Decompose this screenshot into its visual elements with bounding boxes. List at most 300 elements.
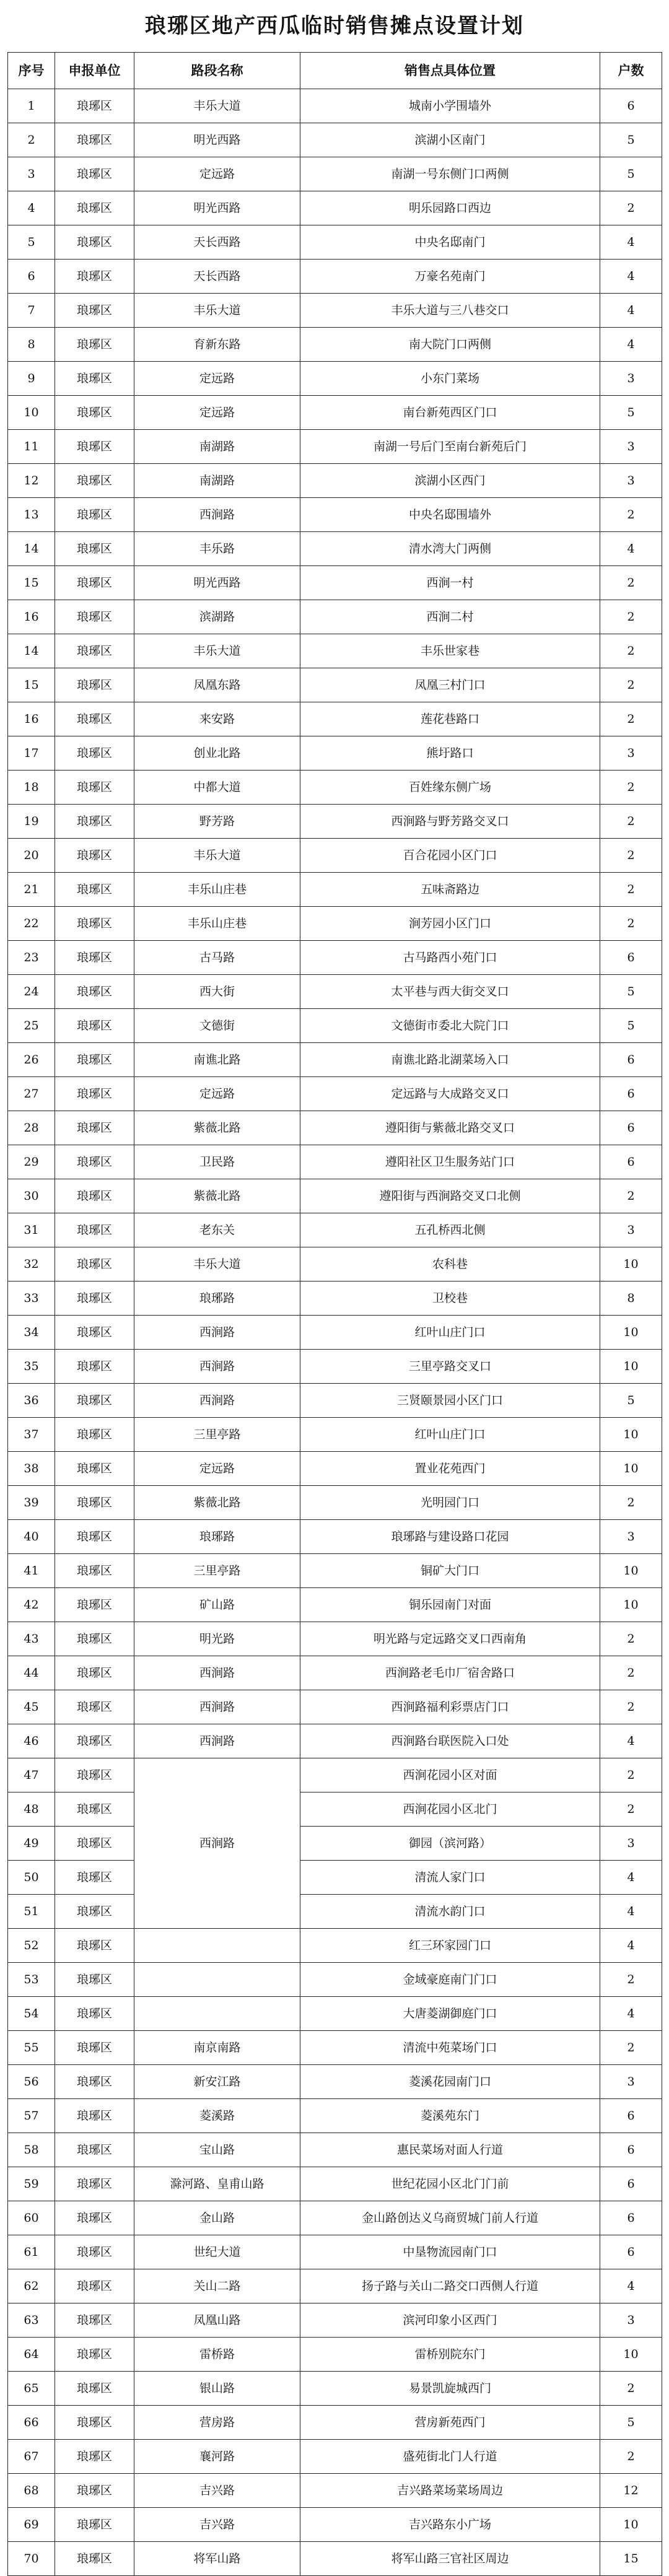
table-row — [8, 1656, 662, 1690]
cell-road: 育新东路 — [134, 328, 300, 362]
cell-unit: 琅琊区 — [55, 873, 134, 907]
cell-unit: 琅琊区 — [55, 736, 134, 771]
table-row — [8, 1554, 662, 1588]
cell-count: 2 — [600, 1486, 662, 1520]
table-row — [8, 1690, 662, 1724]
cell-count: 15 — [600, 2542, 662, 2576]
cell-index: 5 — [8, 225, 55, 260]
table-row — [8, 1724, 662, 1758]
cell-count: 2 — [600, 1963, 662, 1997]
cell-unit: 琅琊区 — [55, 396, 134, 430]
cell-location: 红三环家园门口 — [300, 1929, 600, 1963]
cell-location: 惠民菜场对面人行道 — [300, 2133, 600, 2167]
cell-count: 10 — [600, 2338, 662, 2372]
cell-location: 世纪花园小区北门门前 — [300, 2167, 600, 2201]
cell-index: 44 — [8, 1656, 55, 1690]
cell-location: 滨河印象小区西门 — [300, 2303, 600, 2338]
cell-location: 营房新苑西门 — [300, 2406, 600, 2440]
table-row — [8, 2235, 662, 2269]
table-row — [8, 464, 662, 498]
cell-index: 25 — [8, 1009, 55, 1043]
cell-location: 百姓缘东侧广场 — [300, 771, 600, 805]
cell-location: 文德街市委北大院门口 — [300, 1009, 600, 1043]
cell-unit: 琅琊区 — [55, 89, 134, 123]
cell-unit: 琅琊区 — [55, 2440, 134, 2474]
cell-location: 西涧花园小区北门 — [300, 1792, 600, 1827]
cell-location: 明光路与定远路交叉口西南角 — [300, 1622, 600, 1656]
cell-count: 10 — [600, 1452, 662, 1486]
cell-index: 4 — [8, 191, 55, 225]
cell-count: 3 — [600, 1213, 662, 1247]
cell-unit: 琅琊区 — [55, 1690, 134, 1724]
cell-index: 31 — [8, 1213, 55, 1247]
cell-index: 63 — [8, 2303, 55, 2338]
cell-count: 2 — [600, 2031, 662, 2065]
cell-index: 55 — [8, 2031, 55, 2065]
cell-count: 6 — [600, 2167, 662, 2201]
cell-index: 10 — [8, 396, 55, 430]
cell-count: 4 — [600, 1997, 662, 2031]
cell-road: 丰乐大道 — [134, 89, 300, 123]
header-count: 户数 — [600, 53, 662, 89]
table-row — [8, 328, 662, 362]
cell-location: 卫校巷 — [300, 1281, 600, 1316]
cell-unit: 琅琊区 — [55, 907, 134, 941]
cell-location: 吉兴路菜场菜场周边 — [300, 2474, 600, 2508]
cell-index: 2 — [8, 123, 55, 157]
table-row — [8, 2474, 662, 2508]
cell-unit: 琅琊区 — [55, 2167, 134, 2201]
stall-plan-table — [7, 52, 662, 2576]
table-row — [8, 1861, 662, 1895]
cell-road: 丰乐山庄巷 — [134, 907, 300, 941]
cell-road: 野芳路 — [134, 805, 300, 839]
cell-unit: 琅琊区 — [55, 2372, 134, 2406]
cell-index: 30 — [8, 1179, 55, 1213]
table-row — [8, 1077, 662, 1111]
cell-road: 定远路 — [134, 362, 300, 396]
cell-road: 紫薇北路 — [134, 1486, 300, 1520]
cell-location: 盛苑街北门人行道 — [300, 2440, 600, 2474]
cell-unit: 琅琊区 — [55, 1861, 134, 1895]
cell-unit: 琅琊区 — [55, 600, 134, 634]
cell-index: 15 — [8, 668, 55, 702]
cell-count: 2 — [600, 1179, 662, 1213]
cell-road: 卫民路 — [134, 1145, 300, 1179]
cell-count: 2 — [600, 873, 662, 907]
cell-location: 涧芳园小区门口 — [300, 907, 600, 941]
cell-location: 雷桥别院东门 — [300, 2338, 600, 2372]
cell-count: 6 — [600, 1077, 662, 1111]
cell-road: 文德街 — [134, 1009, 300, 1043]
cell-road: 世纪大道 — [134, 2235, 300, 2269]
cell-count: 2 — [600, 1622, 662, 1656]
cell-unit: 琅琊区 — [55, 1588, 134, 1622]
cell-road: 西涧路 — [134, 1690, 300, 1724]
table-row — [8, 430, 662, 464]
cell-unit: 琅琊区 — [55, 1792, 134, 1827]
cell-count: 4 — [600, 1929, 662, 1963]
cell-road: 古马路 — [134, 941, 300, 975]
cell-index: 41 — [8, 1554, 55, 1588]
cell-count: 8 — [600, 1281, 662, 1316]
cell-count: 3 — [600, 362, 662, 396]
cell-unit: 琅琊区 — [55, 1929, 134, 1963]
cell-location: 农科巷 — [300, 1247, 600, 1281]
table-row — [8, 975, 662, 1009]
table-row — [8, 2303, 662, 2338]
table-row — [8, 532, 662, 566]
cell-unit: 琅琊区 — [55, 2338, 134, 2372]
cell-index: 38 — [8, 1452, 55, 1486]
table-row — [8, 294, 662, 328]
cell-index: 58 — [8, 2133, 55, 2167]
cell-index: 39 — [8, 1486, 55, 1520]
cell-count: 10 — [600, 2508, 662, 2542]
cell-count: 6 — [600, 1145, 662, 1179]
cell-index: 33 — [8, 1281, 55, 1316]
table-row — [8, 2406, 662, 2440]
cell-location: 南大院门口两侧 — [300, 328, 600, 362]
cell-unit: 琅琊区 — [55, 2031, 134, 2065]
cell-unit: 琅琊区 — [55, 1213, 134, 1247]
cell-unit: 琅琊区 — [55, 362, 134, 396]
cell-index: 45 — [8, 1690, 55, 1724]
cell-location: 中垦物流园南门口 — [300, 2235, 600, 2269]
cell-unit: 琅琊区 — [55, 2133, 134, 2167]
table-row — [8, 566, 662, 600]
cell-location: 三贤颐景园小区门口 — [300, 1384, 600, 1418]
cell-location: 西涧路福利彩票店门口 — [300, 1690, 600, 1724]
cell-road: 西大街 — [134, 975, 300, 1009]
cell-index: 19 — [8, 805, 55, 839]
cell-location: 琅琊路与建设路口花园 — [300, 1520, 600, 1554]
cell-unit: 琅琊区 — [55, 294, 134, 328]
cell-index: 16 — [8, 600, 55, 634]
cell-index: 46 — [8, 1724, 55, 1758]
cell-road: 银山路 — [134, 2372, 300, 2406]
cell-road: 明光西路 — [134, 123, 300, 157]
cell-index: 17 — [8, 736, 55, 771]
cell-road: 西涧路 — [134, 1758, 300, 1929]
cell-location: 遵阳街与紫薇北路交叉口 — [300, 1111, 600, 1145]
cell-location: 中央名邸南门 — [300, 225, 600, 260]
cell-index: 29 — [8, 1145, 55, 1179]
table-row — [8, 191, 662, 225]
cell-index: 7 — [8, 294, 55, 328]
cell-road: 天长西路 — [134, 260, 300, 294]
cell-location: 西涧一村 — [300, 566, 600, 600]
table-row — [8, 805, 662, 839]
table-row — [8, 1384, 662, 1418]
cell-road: 丰乐大道 — [134, 839, 300, 873]
cell-road: 吉兴路 — [134, 2508, 300, 2542]
cell-unit: 琅琊区 — [55, 464, 134, 498]
cell-count: 2 — [600, 498, 662, 532]
cell-index: 37 — [8, 1418, 55, 1452]
cell-unit: 琅琊区 — [55, 2065, 134, 2099]
cell-location: 五味斋路边 — [300, 873, 600, 907]
cell-location: 将军山路三官社区周边 — [300, 2542, 600, 2576]
cell-road: 三里亭路 — [134, 1554, 300, 1588]
cell-unit: 琅琊区 — [55, 1520, 134, 1554]
cell-count: 2 — [600, 191, 662, 225]
cell-location: 滨湖小区西门 — [300, 464, 600, 498]
cell-location: 金山路创达义乌商贸城门前人行道 — [300, 2201, 600, 2235]
cell-road: 三里亭路 — [134, 1418, 300, 1452]
cell-index: 59 — [8, 2167, 55, 2201]
cell-road: 南谯北路 — [134, 1043, 300, 1077]
table-row — [8, 1486, 662, 1520]
table-row — [8, 1622, 662, 1656]
cell-index: 12 — [8, 464, 55, 498]
cell-count: 10 — [600, 1418, 662, 1452]
cell-count: 10 — [600, 1247, 662, 1281]
cell-index: 21 — [8, 873, 55, 907]
cell-unit: 琅琊区 — [55, 668, 134, 702]
cell-count: 5 — [600, 2406, 662, 2440]
cell-count: 2 — [600, 702, 662, 736]
cell-count: 2 — [600, 2440, 662, 2474]
cell-road: 丰乐大道 — [134, 634, 300, 668]
cell-road: 南湖路 — [134, 430, 300, 464]
cell-unit: 琅琊区 — [55, 498, 134, 532]
cell-index: 35 — [8, 1350, 55, 1384]
cell-location: 清水湾大门两侧 — [300, 532, 600, 566]
cell-road: 明光西路 — [134, 191, 300, 225]
table-row — [8, 1418, 662, 1452]
cell-index: 69 — [8, 2508, 55, 2542]
cell-location: 清流水韵门口 — [300, 1895, 600, 1929]
cell-index: 23 — [8, 941, 55, 975]
cell-count: 3 — [600, 1827, 662, 1861]
cell-count: 2 — [600, 1656, 662, 1690]
cell-unit: 琅琊区 — [55, 430, 134, 464]
cell-road: 定远路 — [134, 1452, 300, 1486]
cell-unit: 琅琊区 — [55, 634, 134, 668]
cell-index: 48 — [8, 1792, 55, 1827]
table-row — [8, 1213, 662, 1247]
cell-index: 36 — [8, 1384, 55, 1418]
table-row — [8, 600, 662, 634]
cell-road: 明光西路 — [134, 566, 300, 600]
cell-count: 6 — [600, 2099, 662, 2133]
cell-count: 6 — [600, 941, 662, 975]
cell-road: 定远路 — [134, 396, 300, 430]
cell-count: 5 — [600, 157, 662, 191]
cell-unit: 琅琊区 — [55, 2542, 134, 2576]
cell-count: 5 — [600, 1009, 662, 1043]
table-row — [8, 1792, 662, 1827]
cell-road: 西涧路 — [134, 1384, 300, 1418]
table-row — [8, 362, 662, 396]
table-row — [8, 907, 662, 941]
cell-unit: 琅琊区 — [55, 2235, 134, 2269]
cell-road — [134, 1929, 300, 1963]
cell-road: 丰乐大道 — [134, 294, 300, 328]
cell-road: 紫薇北路 — [134, 1179, 300, 1213]
table-row — [8, 123, 662, 157]
cell-road: 中都大道 — [134, 771, 300, 805]
header-location: 销售点具体位置 — [300, 53, 600, 89]
cell-road: 丰乐大道 — [134, 1247, 300, 1281]
cell-unit: 琅琊区 — [55, 1247, 134, 1281]
table-row — [8, 1895, 662, 1929]
cell-unit: 琅琊区 — [55, 1622, 134, 1656]
cell-road — [134, 1963, 300, 1997]
cell-count: 4 — [600, 1895, 662, 1929]
cell-road: 将军山路 — [134, 2542, 300, 2576]
table-header-row — [8, 53, 662, 89]
table-row — [8, 771, 662, 805]
cell-location: 莲花巷路口 — [300, 702, 600, 736]
cell-unit: 琅琊区 — [55, 1997, 134, 2031]
cell-road: 丰乐路 — [134, 532, 300, 566]
cell-unit: 琅琊区 — [55, 771, 134, 805]
cell-road: 定远路 — [134, 157, 300, 191]
cell-count: 2 — [600, 1690, 662, 1724]
cell-count: 6 — [600, 89, 662, 123]
cell-index: 6 — [8, 260, 55, 294]
cell-location: 西涧二村 — [300, 600, 600, 634]
cell-index: 15 — [8, 566, 55, 600]
cell-road: 紫薇北路 — [134, 1111, 300, 1145]
cell-unit: 琅琊区 — [55, 1281, 134, 1316]
cell-road: 襄河路 — [134, 2440, 300, 2474]
table-row — [8, 1316, 662, 1350]
table-row — [8, 2269, 662, 2303]
cell-location: 大唐菱湖御庭门口 — [300, 1997, 600, 2031]
table-row — [8, 873, 662, 907]
cell-index: 42 — [8, 1588, 55, 1622]
cell-road: 宝山路 — [134, 2133, 300, 2167]
cell-road: 来安路 — [134, 702, 300, 736]
table-row — [8, 1997, 662, 2031]
cell-unit: 琅琊区 — [55, 328, 134, 362]
cell-location: 清流人家门口 — [300, 1861, 600, 1895]
cell-road: 新安江路 — [134, 2065, 300, 2099]
cell-road — [134, 1997, 300, 2031]
cell-index: 40 — [8, 1520, 55, 1554]
cell-road: 菱溪路 — [134, 2099, 300, 2133]
cell-unit: 琅琊区 — [55, 1418, 134, 1452]
cell-unit: 琅琊区 — [55, 260, 134, 294]
table-row — [8, 157, 662, 191]
cell-location: 红叶山庄门口 — [300, 1418, 600, 1452]
table-row — [8, 1520, 662, 1554]
cell-count: 3 — [600, 2303, 662, 2338]
cell-index: 32 — [8, 1247, 55, 1281]
cell-unit: 琅琊区 — [55, 1758, 134, 1792]
cell-location: 太平巷与西大街交叉口 — [300, 975, 600, 1009]
cell-unit: 琅琊区 — [55, 1350, 134, 1384]
table-row — [8, 1827, 662, 1861]
cell-index: 61 — [8, 2235, 55, 2269]
cell-unit: 琅琊区 — [55, 225, 134, 260]
table-row — [8, 702, 662, 736]
table-row — [8, 1350, 662, 1384]
cell-count: 4 — [600, 2269, 662, 2303]
cell-unit: 琅琊区 — [55, 566, 134, 600]
cell-location: 清流中苑菜场门口 — [300, 2031, 600, 2065]
table-row — [8, 2099, 662, 2133]
cell-location: 城南小学围墙外 — [300, 89, 600, 123]
cell-count: 5 — [600, 1384, 662, 1418]
cell-count: 2 — [600, 1758, 662, 1792]
cell-count: 6 — [600, 2201, 662, 2235]
table-row — [8, 1179, 662, 1213]
table-row — [8, 2031, 662, 2065]
cell-unit: 琅琊区 — [55, 1111, 134, 1145]
cell-location: 西涧路与野芳路交叉口 — [300, 805, 600, 839]
cell-location: 铜矿大门口 — [300, 1554, 600, 1588]
cell-count: 6 — [600, 2235, 662, 2269]
table-row — [8, 498, 662, 532]
cell-location: 置业花苑西门 — [300, 1452, 600, 1486]
cell-count: 4 — [600, 532, 662, 566]
cell-count: 4 — [600, 260, 662, 294]
cell-count: 10 — [600, 1588, 662, 1622]
cell-location: 三里亭路交叉口 — [300, 1350, 600, 1384]
table-row — [8, 2201, 662, 2235]
cell-index: 64 — [8, 2338, 55, 2372]
cell-index: 49 — [8, 1827, 55, 1861]
cell-location: 南台新苑西区门口 — [300, 396, 600, 430]
cell-unit: 琅琊区 — [55, 2508, 134, 2542]
cell-location: 凤凰三村门口 — [300, 668, 600, 702]
cell-unit: 琅琊区 — [55, 2406, 134, 2440]
table-row — [8, 1043, 662, 1077]
cell-road: 明光路 — [134, 1622, 300, 1656]
cell-index: 18 — [8, 771, 55, 805]
cell-unit: 琅琊区 — [55, 2269, 134, 2303]
cell-location: 红叶山庄门口 — [300, 1316, 600, 1350]
table-row — [8, 839, 662, 873]
cell-unit: 琅琊区 — [55, 123, 134, 157]
cell-index: 26 — [8, 1043, 55, 1077]
cell-index: 27 — [8, 1077, 55, 1111]
cell-unit: 琅琊区 — [55, 1724, 134, 1758]
cell-location: 定远路与大成路交叉口 — [300, 1077, 600, 1111]
cell-unit: 琅琊区 — [55, 1384, 134, 1418]
cell-road: 琅琊路 — [134, 1520, 300, 1554]
table-row — [8, 225, 662, 260]
table-row — [8, 2338, 662, 2372]
cell-unit: 琅琊区 — [55, 1043, 134, 1077]
cell-count: 3 — [600, 464, 662, 498]
cell-location: 滨湖小区南门 — [300, 123, 600, 157]
cell-road: 滨湖路 — [134, 600, 300, 634]
table-row — [8, 1281, 662, 1316]
cell-unit: 琅琊区 — [55, 2201, 134, 2235]
cell-count: 5 — [600, 123, 662, 157]
header-road: 路段名称 — [134, 53, 300, 89]
table-row — [8, 89, 662, 123]
cell-location: 吉兴路东小广场 — [300, 2508, 600, 2542]
cell-count: 2 — [600, 2372, 662, 2406]
cell-index: 13 — [8, 498, 55, 532]
cell-location: 易景凯旋城西门 — [300, 2372, 600, 2406]
table-row — [8, 634, 662, 668]
header-index: 序号 — [8, 53, 55, 89]
cell-count: 2 — [600, 566, 662, 600]
cell-road: 凤凰山路 — [134, 2303, 300, 2338]
cell-location: 中央名邸围墙外 — [300, 498, 600, 532]
cell-location: 扬子路与关山二路交口西侧人行道 — [300, 2269, 600, 2303]
cell-road: 南湖路 — [134, 464, 300, 498]
cell-index: 9 — [8, 362, 55, 396]
cell-index: 67 — [8, 2440, 55, 2474]
